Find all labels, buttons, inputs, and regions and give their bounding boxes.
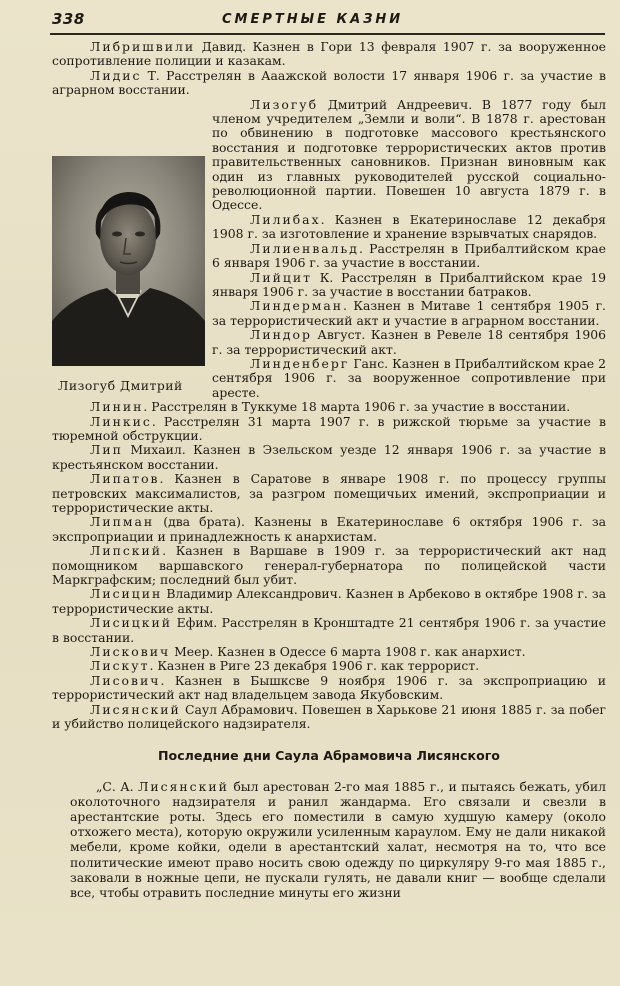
entry-text: К. Расстрелян в Прибалтийском крае 19 января 1906 г. за участие в восстании батраков. [212,269,606,299]
entry-text: . Расстрелян в Прибалтийском крае 6 января 1906 г. за участие в восстании. [212,240,606,271]
entry-text: . Расстрелян в Туккуме 18 марта 1906 г. за участие в восстании. [143,399,571,415]
entry-name: Линин [90,399,144,415]
portrait-icon [52,156,205,366]
entry-name: Либришвили [90,39,196,54]
entry-lipskiy [52,544,606,587]
entry-name: Лискович [90,644,171,660]
entry-text: Т. Расстрелян в Ааажской волости 17 января 1906 г. за участие в аграрном восстании. [52,67,606,98]
quote-block [70,779,606,901]
entry-name: Лисянский [90,701,181,717]
quote-text: был арестован 2-го мая 1885 г., и пытаясь бежать, убил околоточного надзирателя и ранил жандарма. Его связали и свезли в арестантские роты. Здесь его поместили в самую худшую камеру (около отхожего места), которую окружили усиленным караулом. Ему не дали никакой мебели, кроме койки, одели в арестантский халат, несмотря на то, что все политические имеют право носить свою одежду по циркуляру 9-го мая 1885 г., заковали в ножные цепи, не пускали гулять, не давали книг — вообще сделали все, чтобы отравить последние минуты его жизни [70,778,606,900]
entry-name: Лидис [90,67,142,83]
entry-name: Лисицкий [90,615,173,631]
entry-name: Лисович [90,672,161,688]
header-rule [50,33,605,35]
entry-lip [52,443,606,472]
entry-text: Саул Абрамович. Повешен в Харькове 21 июня 1885 г. за побег и убийство полицейского надзирателя. [52,701,606,732]
entry-lipman [52,515,606,544]
page-header [52,10,604,32]
page-number: 338 [52,10,85,28]
entry-text: Ефим. Расстрелян в Кронштадте 21 сентября 1906 г. за участие в восстании. [52,615,606,645]
entry-librishvili [52,40,606,69]
entry-lisitsin [52,587,606,616]
entry-text: . Казнен в Екатеринославе 12 декабря 1908 г. за изготовление и хранение взрывчатых снарядов. [212,211,606,242]
entries-column [52,40,606,900]
entry-text: . Казнен в Варшаве в 1909 г. за террористический акт над помощником варшавского генерал-губернатора по полицейской части Маркграфским; последний был убит. [52,543,606,588]
running-title: СМЕРТНЫЕ КАЗНИ [222,12,404,27]
entry-text: . Расстрелян 31 марта 1907 г. в рижской тюрьме за участие в тюремной обструкции. [52,413,606,443]
photo-caption: Лизогуб Дмитрий [58,377,183,393]
quote-paragraph [70,779,606,901]
entry-name: Липский [90,543,163,559]
quote-lead: „С. А. [96,778,134,794]
entry-linin [52,400,606,414]
entry-name: Линденберг [250,355,350,371]
entry-text: . Казнен в Бышксве 9 ноября 1906 г. за экспроприацию и террористический акт над владельцем завода Якубовским. [52,672,606,703]
entry-text: Михаил. Казнен в Эзельском уезде 12 января 1906 г. за участие в крестьянском восстании. [52,442,606,472]
entry-lisyanskiy [52,703,606,732]
entry-liskovich [52,645,606,659]
section-title: Последние дни Саула Абрамовича Лисянского [158,747,500,763]
entry-name: Лисицин [90,586,163,602]
lizogub-block [52,98,606,415]
entry-text: Август. Казнен в Ревеле 18 сентября 1906 г. за террористический акт. [212,327,606,357]
entry-lipatov [52,472,606,515]
entry-lidis [52,69,606,98]
portrait-photo [52,156,205,366]
entry-name: Линдерман [250,298,344,314]
entry-text: (два брата). Казнены в Екатеринославе 6 октября 1906 г. за экспроприации и принадлежность к анархистам. [52,514,606,544]
entry-name: Лилиенвальд [250,240,359,256]
entry-name: Лип [90,442,123,458]
entry-name: Линкис [90,413,152,429]
entry-name: Лискут [90,658,150,674]
entry-text: . Казнен в Риге 23 декабря 1906 г. как террорист. [149,658,480,674]
entry-text: Меер. Казнен в Одессе 6 марта 1908 г. как анархист. [170,644,526,660]
entry-name: Липман [90,514,155,530]
photo-column [52,156,210,393]
entry-lisovich [52,674,606,703]
entry-text: Владимир Александрович. Казнен в Арбеково в октябре 1908 г. за террористические акты. [52,586,606,616]
entry-lisitskiy [52,616,606,645]
entry-text: . Казнен в Саратове в январе 1908 г. по процессу группы петровских максималистов, за разгром помещичьих имений, экспроприации и террористические акты. [52,471,606,515]
entry-text: Ганс. Казнен в Прибалтийском крае 2 сентября 1906 г. за вооруженное сопротивление при аресте. [212,355,606,400]
entry-linkis [52,415,606,444]
entry-name: Липатов [90,471,160,487]
quote-name: Лисянский [138,778,229,794]
entry-name: Линдор [250,327,312,343]
entry-liskut [52,659,606,673]
entry-text: . Казнен в Митаве 1 сентября 1905 г. за террористический акт и участие в аграрном восстании. [212,298,606,328]
entry-text: Дмитрий Андреевич. В 1877 году был членом учредителем „Земли и воли“. В 1878 г. арестован по обвинению в подготовке массового крестьянского восстания и подготовке террористических актов против правительственных сановников. Признан виновным как один из главных руководителей русской социально-революционной партии. Повешен 10 августа 1879 г. в Одессе. [212,96,606,213]
entry-name: Лийцит [250,269,312,285]
entry-name: Лизогуб [250,96,319,112]
entry-name: Лилибах [250,211,321,227]
entry-text: Давид. Казнен в Гори 13 февраля 1907 г. за вооруженное сопротивление полиции и казакам. [52,39,606,69]
